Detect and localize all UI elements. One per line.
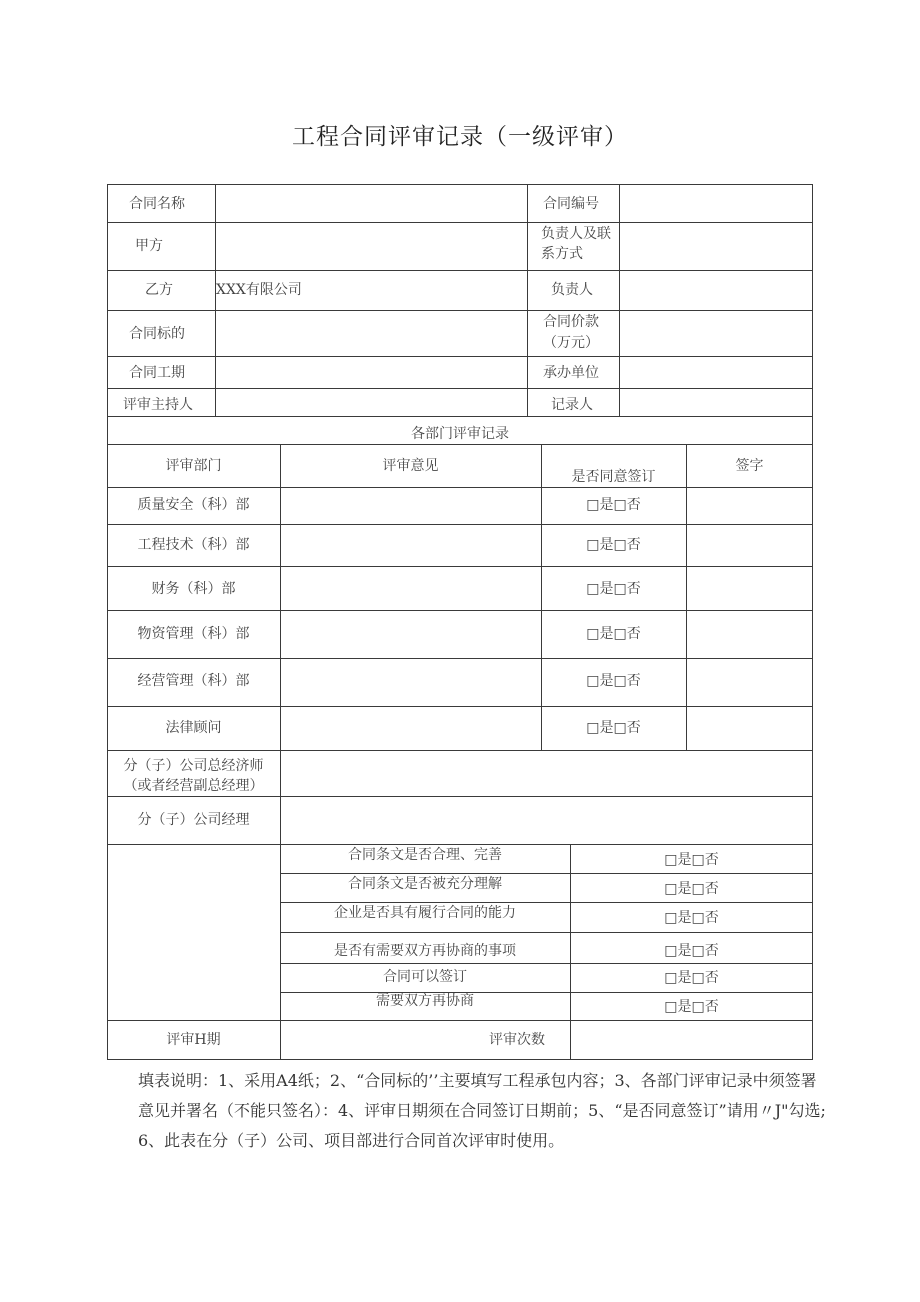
row-line [280, 963, 813, 964]
row-line [107, 310, 813, 311]
review-count-label: 评审次数 [489, 1032, 545, 1048]
conclusion-item: 是否有需要双方再协商的事项 [334, 943, 516, 959]
conclusion-checkbox[interactable]: □是□否 [664, 970, 719, 986]
conclusion-item: 企业是否具有履行合同的能力 [334, 905, 516, 921]
manager-label: 分（子）公司经理 [137, 812, 250, 828]
fill-instructions: 填表说明：1、采用A4纸；2、“合同标的’’主要填写工程承包内容；3、各部门评审记录中须签署意见并署名（不能只签名）：4、评审日期须在合同签订日期前；5、“是否同意签订”请用〃J"勾选; 6、此表在分（子）公司、项目部进行合同首次评审时使用。 [138, 1071, 826, 1150]
conclusion-checkbox[interactable]: □是□否 [664, 881, 719, 897]
party-b-value: XXX有限公司 [216, 282, 302, 298]
conclusion-item: 合同条文是否被充分理解 [348, 876, 502, 892]
contact-label: 负责人及联系方式 [541, 226, 611, 262]
dept-name: 物资管理（科）部 [137, 626, 250, 642]
row-line [107, 566, 813, 567]
host-label: 评审主持人 [123, 397, 193, 413]
row-line [107, 524, 813, 525]
row-line [107, 796, 813, 797]
dept-agree-checkbox[interactable]: □是□否 [586, 673, 641, 689]
row-line [107, 750, 813, 751]
price-label: 合同价款 [543, 314, 599, 330]
conclusion-checkbox[interactable]: □是□否 [664, 999, 719, 1015]
col-sign-header: 签字 [735, 458, 764, 474]
economist-alt-label: （或者经营副总经理） [123, 778, 264, 794]
col-line [812, 184, 813, 1060]
principal-label: 负责人 [551, 282, 593, 298]
duration-label: 合同工期 [129, 365, 185, 381]
col-opinion-header: 评审意见 [382, 458, 439, 474]
dept-agree-checkbox[interactable]: □是□否 [586, 497, 641, 513]
row-line [107, 658, 813, 659]
economist-label: 分（子）公司总经济师 [123, 758, 264, 774]
price-unit-label: （万元） [543, 335, 599, 351]
row-line [107, 270, 813, 271]
row-line [107, 1020, 813, 1021]
dept-name: 财务（科）部 [151, 581, 236, 597]
conclusion-checkbox[interactable]: □是□否 [664, 852, 719, 868]
party-a-label: 甲方 [135, 238, 163, 254]
contract-name-label: 合同名称 [129, 196, 185, 212]
col-line [527, 184, 528, 416]
row-line [107, 1059, 813, 1060]
col-line [107, 184, 108, 1060]
col-dept-header: 评审部门 [165, 458, 222, 474]
col-line [215, 184, 216, 416]
contract-no-label: 合同编号 [543, 196, 599, 212]
dept-name: 法律顾问 [165, 720, 222, 736]
dept-agree-checkbox[interactable]: □是□否 [586, 626, 641, 642]
dept-agree-checkbox[interactable]: □是□否 [586, 720, 641, 736]
conclusion-item: 合同可以签订 [383, 969, 467, 985]
dept-name: 质量安全（科）部 [137, 497, 250, 513]
dept-name: 工程技术（科）部 [137, 537, 250, 553]
row-line [107, 416, 813, 417]
conclusion-checkbox[interactable]: □是□否 [664, 943, 719, 959]
row-line [280, 932, 813, 933]
row-line [107, 444, 813, 445]
conclusion-checkbox[interactable]: □是□否 [664, 910, 719, 926]
col-line [686, 444, 687, 750]
dept-name: 经营管理（科）部 [137, 673, 250, 689]
review-date-label: 评审H期 [166, 1032, 221, 1048]
row-line [107, 487, 813, 488]
row-line [107, 388, 813, 389]
row-line [107, 184, 813, 185]
row-line [107, 222, 813, 223]
col-agree-header: 是否同意签订 [571, 469, 656, 485]
dept-section-heading: 各部门评审记录 [411, 426, 509, 442]
party-b-label: 乙方 [145, 282, 173, 298]
dept-agree-checkbox[interactable]: □是□否 [586, 537, 641, 553]
row-line [107, 610, 813, 611]
undertaker-label: 承办单位 [543, 365, 599, 381]
recorder-label: 记录人 [551, 397, 593, 413]
dept-agree-checkbox[interactable]: □是□否 [586, 581, 641, 597]
row-line [107, 356, 813, 357]
conclusion-item: 合同条文是否合理、完善 [348, 847, 502, 863]
review-form [107, 184, 813, 1060]
col-line [619, 184, 620, 416]
row-line [107, 706, 813, 707]
conclusion-item: 需要双方再协商 [376, 993, 474, 1009]
subject-label: 合同标的 [129, 326, 185, 342]
page-title: 工程合同评审记录（一级评审） [292, 124, 628, 150]
